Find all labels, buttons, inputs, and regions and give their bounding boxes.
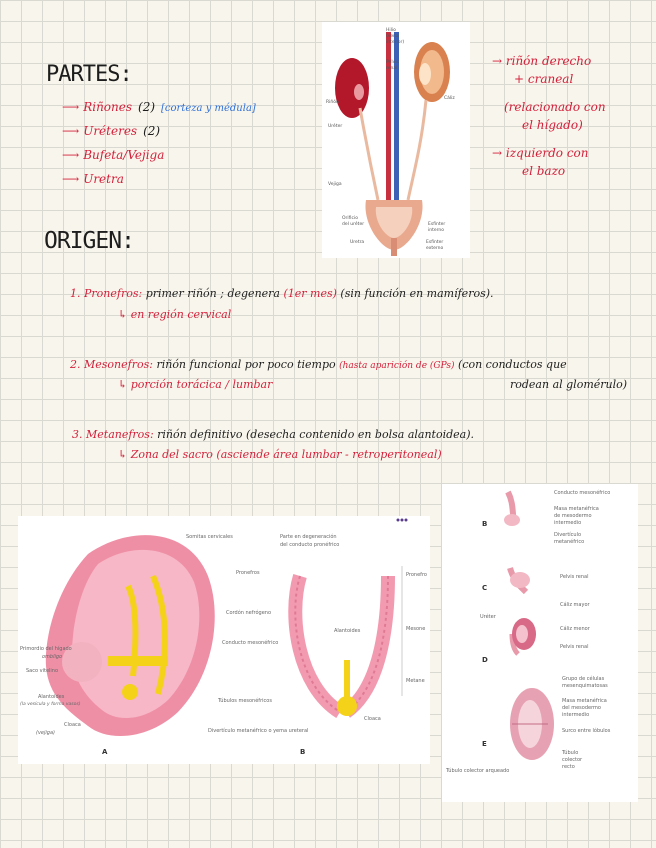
partes-item-ureteres: ⟶ Uréteres (2) xyxy=(62,124,161,138)
label-letter-a: A xyxy=(102,748,108,756)
side-note-2: + craneal xyxy=(514,72,574,86)
origen-name: Pronefros: xyxy=(84,287,143,300)
label-tubulo-arq: Túbulo colector arqueado xyxy=(446,768,510,774)
handwritten-vejiga-note: (la vesícula y forma vasos) xyxy=(20,702,81,707)
origen-num: 2. xyxy=(70,358,81,371)
label-pelvis: Pelvis xyxy=(386,60,399,65)
label-somitas: Somitas cervicales xyxy=(186,534,233,540)
label-tubulo3: recto xyxy=(562,764,575,770)
label-masa1: Masa metanéfrica xyxy=(554,506,599,512)
label-metan-r: Metane xyxy=(406,678,425,684)
label-letter-b: B xyxy=(482,520,488,528)
partes-item-label: Uretra xyxy=(83,172,124,186)
label-conducto-meso: Conducto mesonéfrico xyxy=(554,490,611,496)
origen-paren: (hasta aparición de (GPs) xyxy=(339,361,455,371)
label-alantoides-b: Alantoides xyxy=(334,628,361,634)
origen-name: Mesonefros: xyxy=(84,358,153,371)
label-masa3: intermedio xyxy=(554,520,582,526)
origen-sub-pronefros: ↳ en región cervical xyxy=(118,308,232,321)
label-del-ureter: del uréter xyxy=(342,222,365,227)
label-saco: Saco vitelino xyxy=(26,668,59,674)
label-caliz: Cáliz xyxy=(444,96,455,101)
label-masa-b2: del mesodermo xyxy=(562,705,601,711)
partes-item-rinones: ⟶ Riñones (2) [corteza y médula] xyxy=(62,100,256,114)
origen-sub-metanefros: ↳ Zona del sacro (asciende área lumbar - retroperitoneal) xyxy=(118,448,442,461)
label-letter-c: C xyxy=(482,584,488,592)
metanephros-development-figure xyxy=(442,484,638,802)
partes-item-uretra: ⟶ Uretra xyxy=(62,172,124,186)
partes-item-note: [corteza y médula] xyxy=(161,103,256,114)
origen-item-mesonefros xyxy=(70,358,567,371)
origen-desc: riñón definitivo (desecha contenido en bolsa alantoidea). xyxy=(157,428,474,441)
urinary-system-figure xyxy=(322,22,470,258)
label-grupo1: Grupo de células xyxy=(562,676,605,682)
origen-title: ORIGEN: xyxy=(44,228,134,254)
label-vena: (vena xyxy=(386,34,399,39)
label-uretra: Uretra xyxy=(350,240,365,245)
label-parte1: Parte en degeneración xyxy=(280,534,337,540)
label-cloaca-b: Cloaca xyxy=(364,716,381,722)
label-prone-r: Pronefro xyxy=(406,572,427,578)
origen-paren: (1er mes) xyxy=(283,287,337,300)
label-surco: Surco entre lóbulos xyxy=(562,728,611,734)
origen-extra: (con conductos que xyxy=(458,358,567,371)
label-primordio: Primordio del hígado xyxy=(20,646,72,652)
partes-item-count: (2) xyxy=(143,124,161,138)
origen-num: 1. xyxy=(70,287,81,300)
handwritten-hig: ombligo xyxy=(42,654,63,660)
label-cordon: Cordón nefrógeno xyxy=(226,610,271,616)
origen-name: Metanefros: xyxy=(86,428,154,441)
label-meson-r: Mesone xyxy=(406,626,426,632)
label-masa-b3: intermedio xyxy=(562,712,590,718)
label-vejiga: Vejiga xyxy=(328,182,342,187)
label-diverticulo: Divertículo metanéfrico o yema ureteral xyxy=(208,728,309,734)
origen-desc: riñón funcional por poco tiempo xyxy=(156,358,336,371)
label-esfinter-ext: Esfínter xyxy=(426,240,444,245)
label-letter-b: B xyxy=(300,748,306,756)
label-caliz-menor: Cáliz menor xyxy=(560,626,590,632)
label-masa2: de mesodermo xyxy=(554,513,592,519)
origen-num: 3. xyxy=(72,428,83,441)
label-letter-e: E xyxy=(482,740,487,748)
label-esfinter-int: Esfínter xyxy=(428,222,446,227)
side-note-1: → riñón derecho xyxy=(492,54,592,68)
partes-item-vejiga: ⟶ Bufeta/Vejiga xyxy=(62,148,165,162)
label-pelvis: Pelvis renal xyxy=(560,574,589,580)
embryo-figure xyxy=(18,516,430,764)
label-hilio: Hilio xyxy=(386,28,396,33)
label-externo: externo xyxy=(426,246,444,251)
side-note-4: el hígado) xyxy=(522,118,583,132)
label-interno: interno xyxy=(428,228,445,233)
label-letter-d: D xyxy=(482,656,488,664)
label-tubulo1: Túbulo xyxy=(562,750,579,756)
partes-item-label: Uréteres xyxy=(83,124,138,138)
label-alantoides: Alantoides xyxy=(38,694,65,700)
handwritten-vejiga: (vejiga) xyxy=(36,730,55,736)
origen-item-pronefros xyxy=(70,287,494,300)
origen-desc: primer riñón ; degenera xyxy=(145,287,280,300)
label-div1: Divertículo xyxy=(554,532,582,538)
metanephros-illustration xyxy=(442,484,638,802)
label-ureter: Uréter xyxy=(480,614,496,620)
label-rinon: Riñón xyxy=(326,100,339,105)
label-ureter: Uréter xyxy=(328,124,343,129)
label-parte2: del conducto pronéfrico xyxy=(280,542,340,548)
origen-extra2-mesonefros: rodean al glomérulo) xyxy=(510,378,628,391)
label-div2: metanéfrico xyxy=(554,539,585,545)
partes-title: PARTES: xyxy=(46,62,132,87)
label-orificio: Orificio xyxy=(342,216,358,221)
label-cloaca: Cloaca xyxy=(64,722,81,728)
label-caliz-mayor: Cáliz mayor xyxy=(560,602,590,608)
label-masa-b1: Masa metanéfrica xyxy=(562,698,607,704)
partes-item-count: (2) xyxy=(138,100,156,114)
label-pronefros: Pronefros xyxy=(236,570,260,576)
label-conducto: Conducto mesonéfrico xyxy=(222,640,279,646)
partes-item-label: Riñones xyxy=(83,100,133,114)
label-renal: renal xyxy=(386,66,398,71)
label-tubulo2: colector xyxy=(562,757,583,763)
label-grupo2: mesenquimatosas xyxy=(562,683,608,689)
label-interior: interior) xyxy=(386,40,405,45)
origen-sub-mesonefros: ↳ porción torácica / lumbar xyxy=(118,378,273,391)
partes-item-label: Bufeta/Vejiga xyxy=(83,148,165,162)
label-pelvis2: Pelvis renal xyxy=(560,644,589,650)
side-note-3: (relacionado con xyxy=(504,100,606,114)
side-note-5: → izquierdo con xyxy=(492,146,589,160)
side-note-6: el bazo xyxy=(522,164,566,178)
label-tubulos: Túbulos mesonéfricos xyxy=(218,698,272,704)
origen-item-metanefros xyxy=(72,428,474,441)
origen-extra: (sin función en mamíferos). xyxy=(340,287,494,300)
